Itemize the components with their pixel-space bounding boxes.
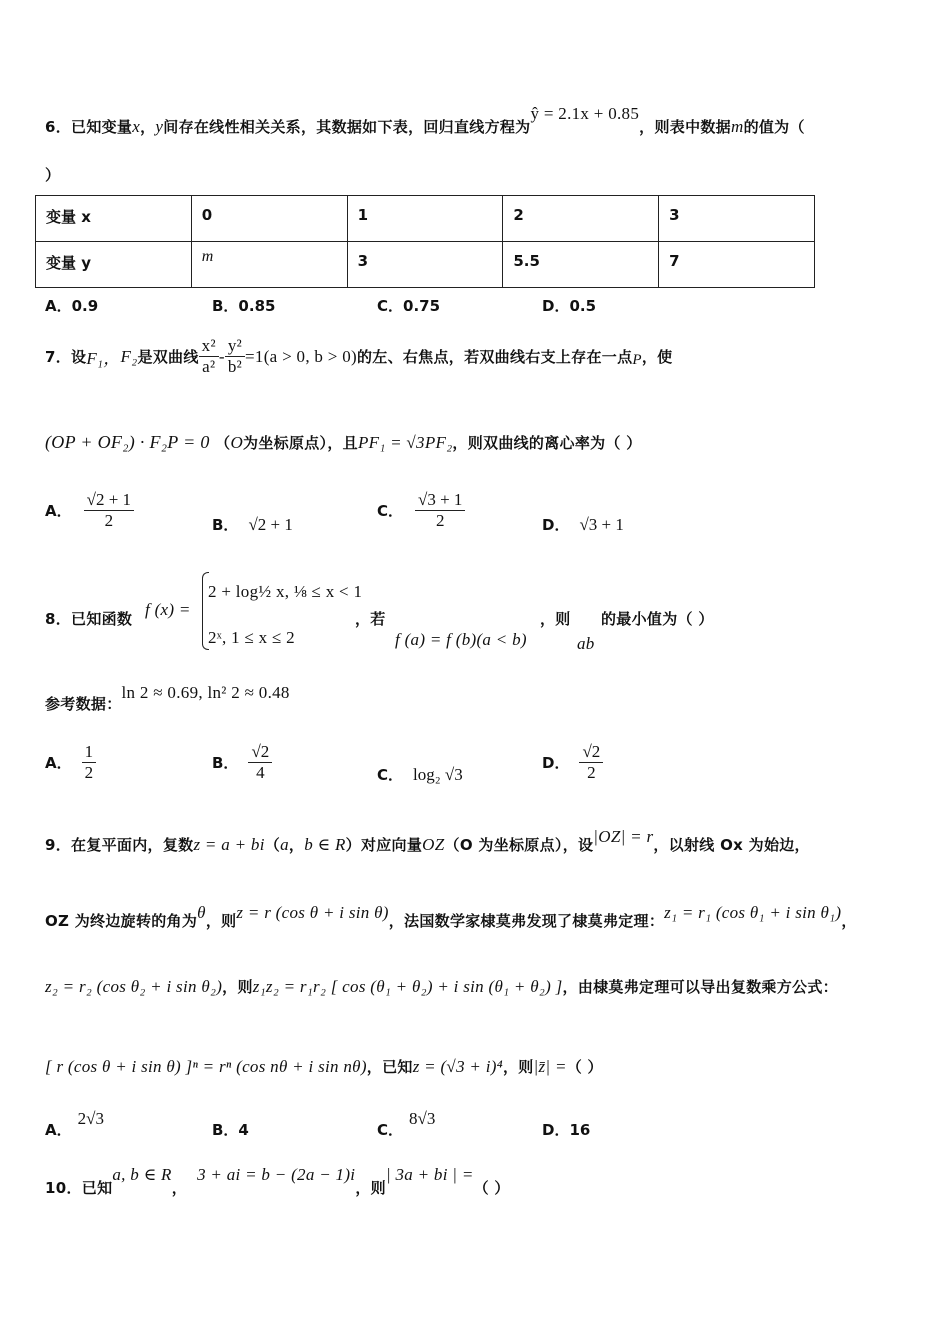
q7-minus: - <box>218 346 225 366</box>
q8-option-a[interactable] <box>45 742 96 783</box>
q7-pf-expr: PF₁ = √3PF₂ <box>357 433 453 452</box>
table-cell: 变量 x <box>36 196 192 242</box>
q9-text-c: ， <box>288 836 305 854</box>
q10-text2: ，则 <box>355 1179 386 1197</box>
q9-stem-line2 <box>45 902 857 930</box>
q6-var-x: x <box>132 117 141 136</box>
q9-polar: z = r (cos θ + i sin θ) <box>236 903 389 922</box>
frac-den: 4 <box>256 763 265 782</box>
table-cell: 3 <box>347 242 503 288</box>
q10-sep: ， <box>171 1179 188 1197</box>
q10-abs: | 3a + bi | = <box>385 1165 474 1184</box>
q9-theta: θ <box>197 903 206 922</box>
option-expr: 8√3 <box>409 1109 436 1128</box>
q9-option-d[interactable]: D．16 <box>542 1121 591 1139</box>
frac-num: √3 + 1 <box>415 490 465 511</box>
q9-text-k: ，则 <box>222 978 253 996</box>
q7-x2: x² <box>199 336 219 357</box>
option-label: C． <box>377 1121 404 1139</box>
q9-text-e: （O 为坐标原点），设 <box>444 836 594 854</box>
q7-stem-line2 <box>45 432 642 453</box>
q7-a-frac <box>84 490 134 531</box>
q9-product: z₁z₂ = r₁r₂ [ cos (θ₁ + θ₂) + i sin (θ₁ + θ₂) ] <box>252 977 563 996</box>
option-expr: 2√3 <box>77 1109 104 1128</box>
q10-ab-r: a, b ∈ R <box>112 1165 172 1184</box>
q9-text-f: ，以射线 Ox 为始边， <box>653 836 810 854</box>
q7-o: O <box>230 433 244 452</box>
q9-oz-abs: |OZ| = r <box>593 827 654 846</box>
q7-f2: F₂ <box>120 346 138 366</box>
q9-option-c[interactable] <box>377 1108 436 1139</box>
q6-close-paren: ） <box>45 166 61 184</box>
q9-z1: z₁ = r₁ (cos θ₁ + i sin θ₁) <box>664 903 842 922</box>
frac-num: 1 <box>82 742 97 763</box>
q8-option-c[interactable] <box>377 764 463 785</box>
option-label: B． <box>212 516 239 534</box>
option-label: C． <box>377 502 404 520</box>
q8-b-frac <box>248 742 272 783</box>
q9-stem-line1 <box>45 827 810 855</box>
frac-num: √2 <box>248 742 272 763</box>
q6-sep: ， <box>140 118 156 136</box>
q7-p: P <box>632 352 642 368</box>
table-cell: 变量 y <box>36 242 192 288</box>
q7-frac-x <box>199 336 219 377</box>
q7-text: 7．设 <box>45 348 87 366</box>
q7-text-b: 是双曲线 <box>137 348 199 366</box>
q8-text2: ，若 <box>355 610 386 628</box>
frac-num: √2 <box>579 742 603 763</box>
q9-option-b[interactable]: B．4 <box>212 1121 249 1139</box>
q9-oz: OZ <box>422 835 445 854</box>
q8-fx: f (x) = <box>145 600 191 619</box>
q8-option-d[interactable] <box>542 742 603 783</box>
q9-text-n: ，则 <box>502 1058 534 1076</box>
q7-option-b[interactable] <box>212 514 293 535</box>
q9-text-l: ，由棣莫弗定理可以导出复数乘方公式： <box>562 978 838 996</box>
q6-regression-equation: ŷ = 2.1x + 0.85 <box>530 104 640 123</box>
q7-option-d[interactable] <box>542 514 624 535</box>
table-cell: 0 <box>191 196 347 242</box>
q6-var-y: y <box>155 117 164 136</box>
frac-num: √2 + 1 <box>84 490 134 511</box>
q7-c-frac <box>415 490 465 531</box>
q9-z2: z₂ = r₂ (cos θ₂ + i sin θ₂) <box>45 977 223 996</box>
q7-stem-line1 <box>45 336 672 377</box>
q6-text3: ，则表中数据 <box>639 118 731 136</box>
q8-text: 8．已知函数 <box>45 610 133 628</box>
q10-text3: （ ） <box>473 1179 510 1197</box>
q9-text-i: ，法国数学家棣莫弗发现了棣莫弗定理： <box>388 912 665 930</box>
q9-text-o: （ ） <box>566 1058 603 1076</box>
option-label: D． <box>542 516 570 534</box>
q9-text-m: ，已知 <box>366 1058 413 1076</box>
q9-z-given: z = (√3 + i)⁴ <box>412 1057 503 1076</box>
frac-den: 2 <box>104 511 114 530</box>
q8-case2: 2ˣ, 1 ≤ x ≤ 2 <box>208 628 295 647</box>
table-cell: 7 <box>659 242 815 288</box>
q9-a: a <box>280 835 289 854</box>
q9-text-d: ）对应向量 <box>345 836 423 854</box>
q9-stem-line4 <box>45 1056 603 1077</box>
q8-option-b[interactable] <box>212 742 272 783</box>
frac-den: 2 <box>587 763 596 782</box>
q6-option-d[interactable]: D．0.5 <box>542 297 597 315</box>
frac-den: 2 <box>84 763 94 782</box>
table-cell: 3 <box>659 196 815 242</box>
table-cell: m <box>191 242 347 288</box>
q10-stem <box>45 1164 510 1197</box>
option-label: D． <box>542 754 570 772</box>
q6-var-m: m <box>730 117 744 136</box>
option-expr: √2 + 1 <box>248 515 293 534</box>
q8-ref-data: ln 2 ≈ 0.69, ln² 2 ≈ 0.48 <box>121 683 290 702</box>
q9-text-h: ，则 <box>205 912 237 930</box>
q7-text-g: ，则双曲线的离心率为（ ） <box>452 434 642 452</box>
q7-vector-expr: (OP + OF₂) · F₂P = 0 <box>45 432 210 452</box>
q6-text2: 间存在线性相关关系，其数据如下表，回归直线方程为 <box>163 118 531 136</box>
q6-option-a[interactable]: A．0.9 <box>45 297 99 315</box>
q8-d-frac <box>579 742 603 783</box>
q8-text3: ，则 <box>540 610 571 628</box>
q7-f1: F₁， <box>86 349 121 368</box>
q9-power: [ r (cos θ + i sin θ) ]ⁿ = rⁿ (cos nθ + i sin nθ) <box>45 1057 367 1076</box>
q9-z-expr: z = a + bi <box>193 835 265 854</box>
q7-frac-y <box>225 336 245 377</box>
q9-text-b: （ <box>264 836 281 854</box>
frac-den: 2 <box>435 511 445 530</box>
table-cell: 5.5 <box>503 242 659 288</box>
option-expr: log₂ √3 <box>413 765 463 784</box>
q9-stem-line3 <box>45 976 838 997</box>
q9-zbar-abs: |z̄| = <box>533 1057 567 1076</box>
q8-ref-label: 参考数据： <box>45 695 122 713</box>
q6-text4: 的值为（ <box>743 118 805 136</box>
q6-option-c[interactable]: C．0.75 <box>377 297 441 315</box>
table-row <box>36 242 815 288</box>
q9-text-j: ， <box>841 912 857 930</box>
option-label: A． <box>45 1121 72 1139</box>
q9-text: 9．在复平面内，复数 <box>45 836 194 854</box>
q7-text-f: 为坐标原点），且 <box>243 434 358 452</box>
q8-a-frac <box>82 742 97 783</box>
q7-text-d: ，使 <box>641 348 673 366</box>
option-expr: √3 + 1 <box>579 515 624 534</box>
table-cell: 2 <box>503 196 659 242</box>
q6-data-table <box>35 195 815 288</box>
q10-equation: 3 + ai = b − (2a − 1)i <box>197 1165 356 1184</box>
option-label: A． <box>45 502 72 520</box>
option-label: B． <box>212 754 239 772</box>
q8-case1: 2 + log½ x, ⅛ ≤ x < 1 <box>208 582 363 601</box>
q6-text: 6．已知变量 <box>45 118 133 136</box>
option-label: C． <box>377 766 404 784</box>
q6-stem-line1 <box>45 104 805 137</box>
q7-b2: b² <box>227 357 243 376</box>
option-label: A． <box>45 754 72 772</box>
q9-text-g: OZ 为终边旋转的角为 <box>45 912 198 930</box>
q10-text: 10．已知 <box>45 1179 113 1197</box>
q6-option-b[interactable]: B．0.85 <box>212 297 276 315</box>
q8-condition: f (a) = f (b)(a < b) <box>395 630 527 649</box>
q8-text4: 的最小值为（ ） <box>601 610 714 628</box>
q7-text-c: 的左、右焦点，若双曲线右支上存在一点 <box>356 348 633 366</box>
q7-text-e: （ <box>215 434 231 452</box>
q7-hyper-cond: =1(a > 0, b > 0) <box>245 346 357 366</box>
q9-option-a[interactable] <box>45 1108 104 1139</box>
q7-a2: a² <box>202 357 216 376</box>
table-cell: 1 <box>347 196 503 242</box>
q8-reference <box>45 682 290 713</box>
q7-y2: y² <box>225 336 245 357</box>
q8-ab: ab <box>577 634 595 653</box>
q7-option-c[interactable] <box>377 490 465 531</box>
q9-b-in-r: b ∈ R <box>304 835 346 854</box>
table-row <box>36 196 815 242</box>
q7-option-a[interactable] <box>45 490 134 531</box>
